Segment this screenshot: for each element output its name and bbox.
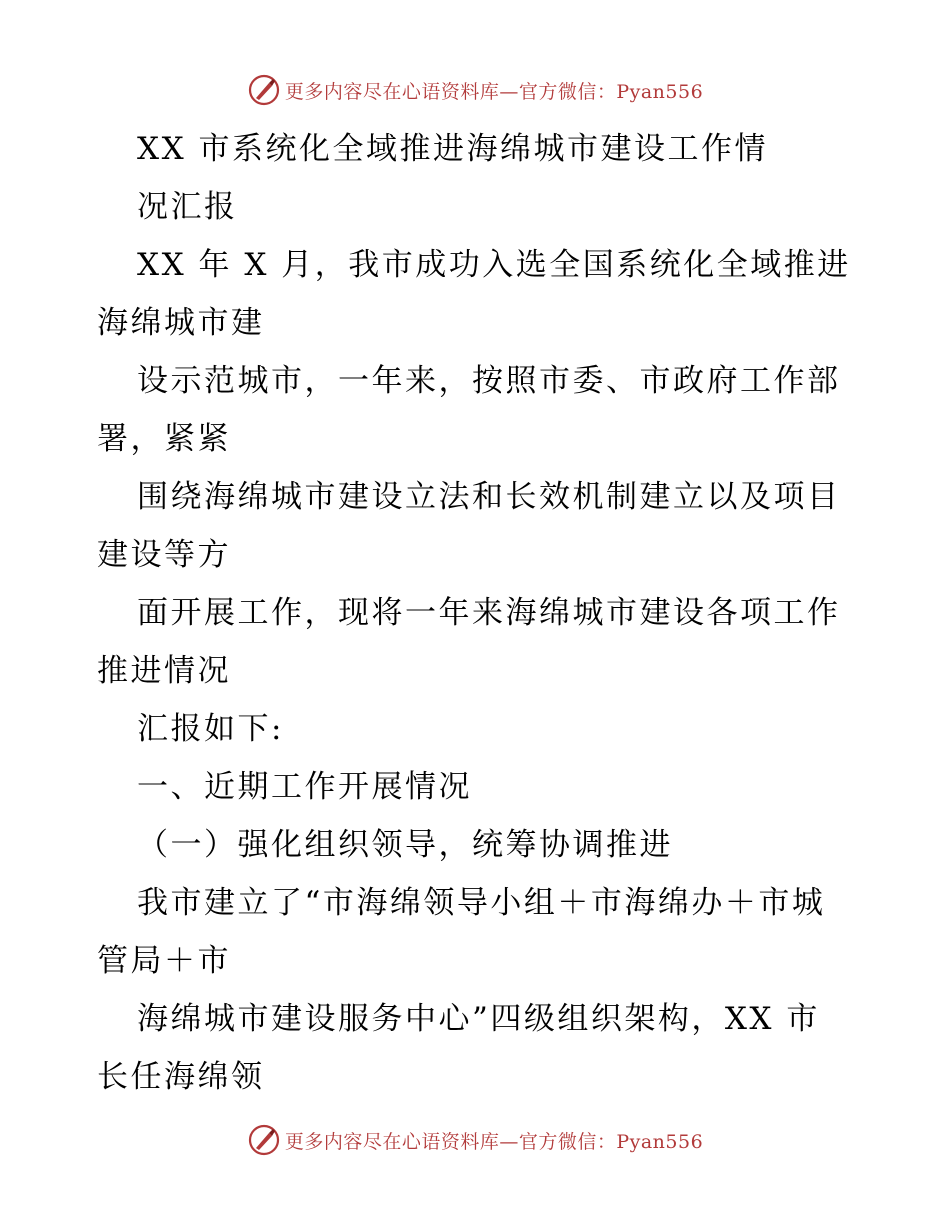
body-line: 面开展工作，现将一年来海绵城市建设各项工作 (137, 595, 841, 631)
document-body (97, 120, 867, 1106)
body-line: 设示范城市，一年来，按照市委、市政府工作部 (137, 363, 841, 399)
footer-watermark (0, 1120, 950, 1160)
pen-logo-icon (247, 73, 281, 107)
watermark-text: 更多内容尽在心语资料库—官方微信：Pyan556 (284, 80, 704, 103)
body-line: 围绕海绵城市建设立法和长效机制建立以及项目 (137, 479, 841, 515)
body-line: 建设等方 (97, 537, 231, 573)
section-heading: 一、近期工作开展情况 (137, 769, 472, 805)
pen-logo-icon (247, 1123, 281, 1157)
title-line-1: XX 市系统化全域推进海绵城市建设工作情 (137, 131, 768, 167)
title-line-2: 况汇报 (137, 189, 238, 225)
body-line: 长任海绵领 (97, 1059, 265, 1095)
body-line: 海绵城市建设服务中心”四级组织架构，XX 市 (137, 1001, 820, 1037)
body-line: 汇报如下: (137, 711, 284, 747)
watermark-text: 更多内容尽在心语资料库—官方微信：Pyan556 (284, 1130, 704, 1153)
body-line: 推进情况 (97, 653, 231, 689)
body-line: 署，紧紧 (97, 421, 231, 457)
subsection-heading: （一）强化组织领导，统筹协调推进 (137, 827, 673, 863)
body-line: 我市建立了“市海绵领导小组＋市海绵办＋市城 (137, 885, 826, 921)
body-line: XX 年 X 月，我市成功入选全国系统化全域推进 (137, 247, 851, 283)
header-watermark (0, 70, 950, 110)
body-line: 海绵城市建 (97, 305, 265, 341)
body-line: 管局＋市 (97, 943, 231, 979)
